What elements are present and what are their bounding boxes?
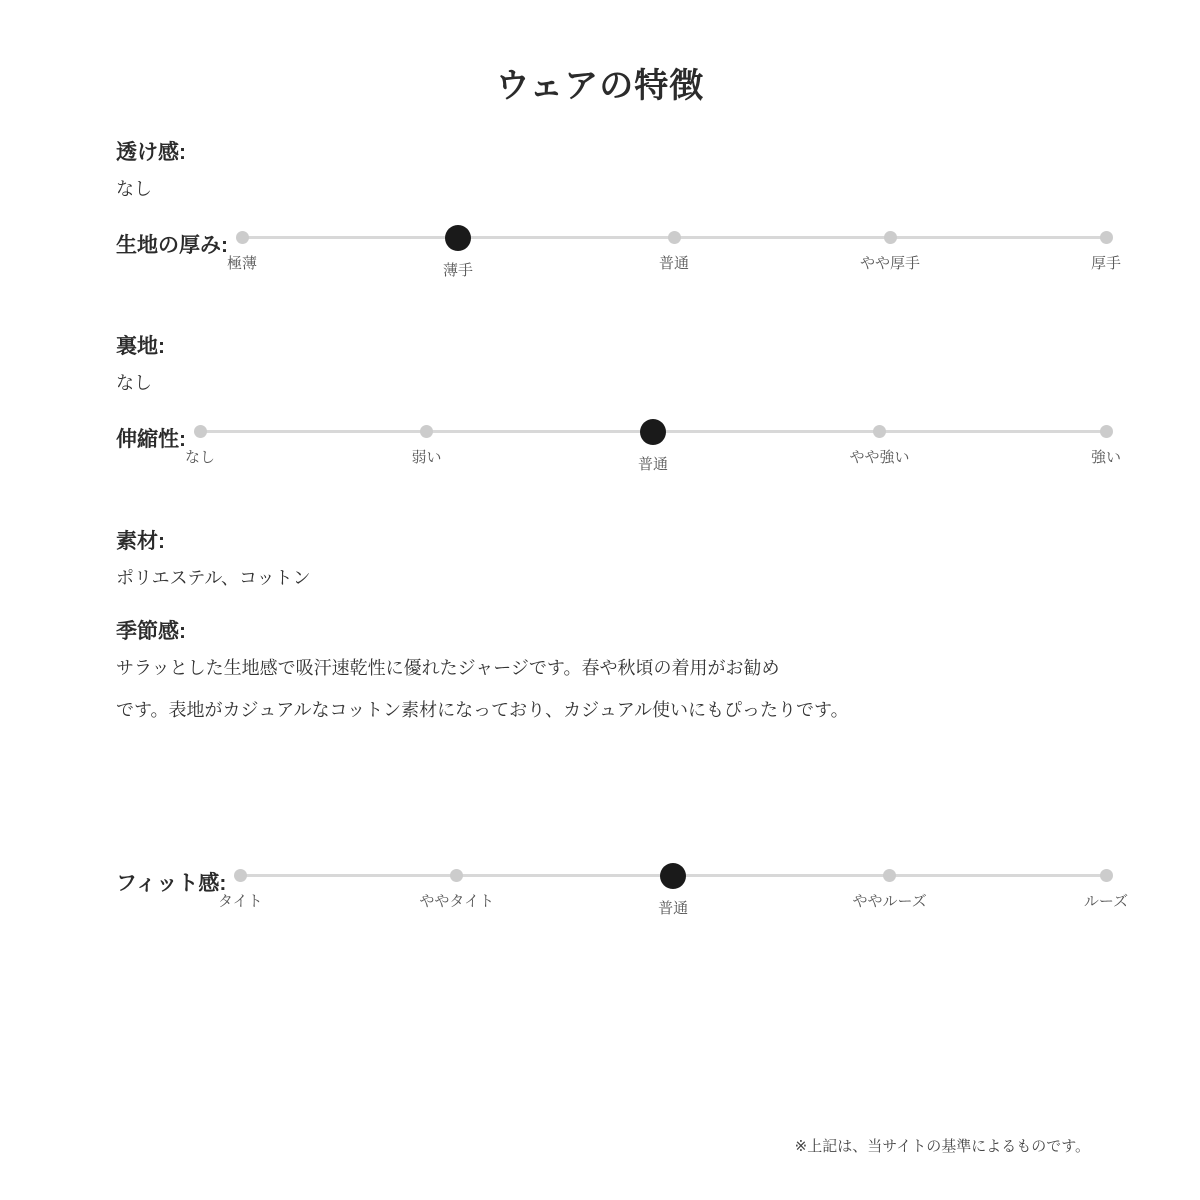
scale-point[interactable] xyxy=(182,228,302,273)
season-label: 季節感: xyxy=(116,620,186,643)
scale-point-label: ルーズ xyxy=(1083,893,1129,910)
scale-point-label: なし xyxy=(184,449,215,466)
scale-point-label: ややルーズ xyxy=(852,893,927,910)
scale-dot-selected xyxy=(445,225,471,251)
section-season xyxy=(116,615,1106,725)
scale-point[interactable] xyxy=(614,228,734,273)
scale-dot xyxy=(883,869,896,882)
scale-dot xyxy=(1100,869,1113,882)
scale-dot xyxy=(194,425,207,438)
footnote: ※上記は、当サイトの基準によるものです。 xyxy=(794,1138,1090,1155)
lining-label: 裏地: xyxy=(116,335,165,358)
scale-fit-track-wrap xyxy=(217,866,1129,917)
sheer-label: 透け感: xyxy=(116,141,186,164)
season-value-line1: サラッとした生地感で吸汗速乾性に優れたジャージです。春や秋頃の着用がお勧め xyxy=(116,658,780,678)
scale-point-label: ややタイト xyxy=(419,893,495,910)
scale-dot-selected xyxy=(640,419,666,445)
scale-points xyxy=(226,228,1121,279)
scale-fit-label: フィット感: xyxy=(116,872,227,895)
scale-point[interactable] xyxy=(593,422,713,474)
scale-point-label: 普通 xyxy=(658,255,689,272)
scale-point[interactable] xyxy=(140,422,260,467)
scale-dot xyxy=(1100,231,1113,244)
scale-stretch-track-wrap xyxy=(184,422,1121,473)
scale-point[interactable] xyxy=(830,866,950,911)
scale-dot xyxy=(1100,425,1113,438)
season-value-line2: です。表地がカジュアルなコットン素材になっており、カジュアル使いにもぴったりです。 xyxy=(116,699,849,720)
scale-thickness-track-wrap xyxy=(226,228,1121,279)
scale-point-label: 普通 xyxy=(637,456,668,473)
sheer-value: なし xyxy=(116,179,152,199)
scale-point-label: 極薄 xyxy=(226,255,257,272)
scale-dot-selected xyxy=(660,863,686,889)
section-material xyxy=(116,525,1106,593)
scale-point[interactable] xyxy=(180,866,300,911)
scale-points xyxy=(184,422,1121,473)
lining-value: なし xyxy=(116,373,152,393)
material-label: 素材: xyxy=(116,530,165,553)
scale-stretch-label: 伸縮性: xyxy=(116,428,186,451)
scale-point[interactable] xyxy=(820,422,940,467)
scale-dot xyxy=(236,231,249,244)
scale-dot xyxy=(420,425,433,438)
scale-fit xyxy=(116,866,1129,917)
scale-point[interactable] xyxy=(1046,422,1166,467)
scale-point[interactable] xyxy=(613,866,733,918)
scale-point-label: 強い xyxy=(1090,449,1121,466)
scale-point-label: 弱い xyxy=(411,449,442,466)
page-title: ウェアの特徴 xyxy=(495,67,705,105)
scale-dot xyxy=(873,425,886,438)
scale-point[interactable] xyxy=(1046,866,1166,911)
scale-thickness-label: 生地の厚み: xyxy=(116,234,228,257)
scale-points xyxy=(217,866,1129,917)
material-value: ポリエステル、コットン xyxy=(116,568,311,588)
scale-point[interactable] xyxy=(830,228,950,273)
scale-point-label: タイト xyxy=(217,893,263,910)
scale-dot xyxy=(668,231,681,244)
section-lining xyxy=(116,330,1106,398)
scale-point-label: やや強い xyxy=(849,449,910,466)
scale-point[interactable] xyxy=(397,866,517,911)
scale-thickness xyxy=(116,228,1121,279)
scale-dot xyxy=(884,231,897,244)
scale-point-label: 普通 xyxy=(658,900,689,917)
scale-point[interactable] xyxy=(367,422,487,467)
scale-point[interactable] xyxy=(398,228,518,280)
scale-point[interactable] xyxy=(1046,228,1166,273)
scale-stretch xyxy=(116,422,1121,473)
scale-dot xyxy=(450,869,463,882)
scale-point-label: 厚手 xyxy=(1090,255,1121,272)
scale-dot xyxy=(234,869,247,882)
scale-point-label: やや厚手 xyxy=(859,255,920,272)
section-sheer xyxy=(116,136,1106,204)
scale-point-label: 薄手 xyxy=(442,262,473,279)
